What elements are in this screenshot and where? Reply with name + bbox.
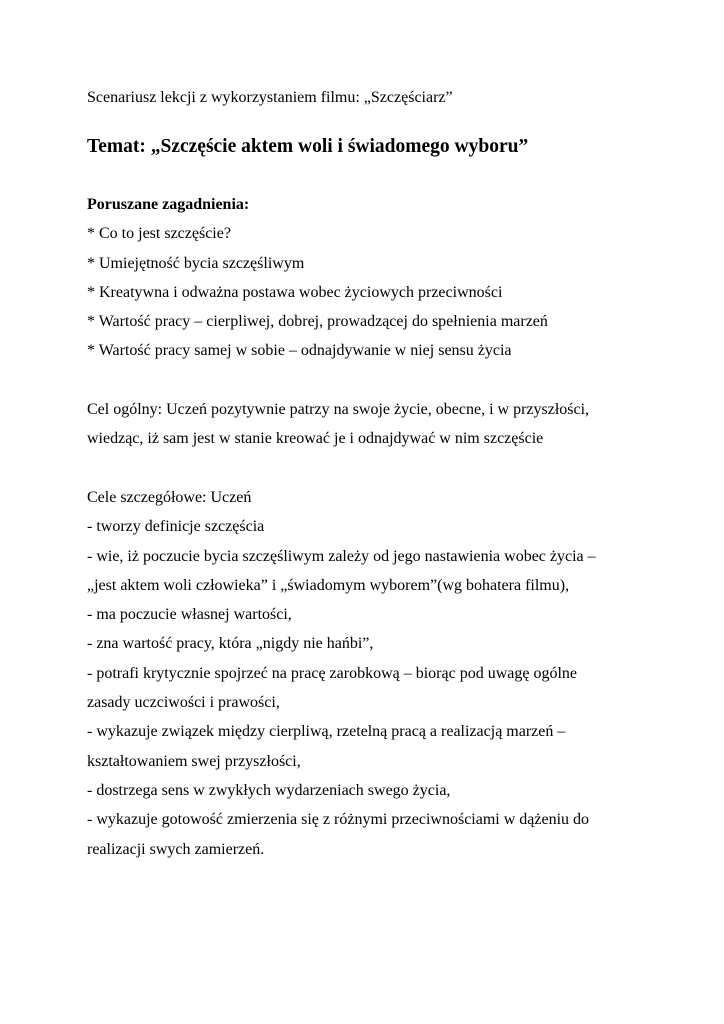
detailed-goal-line: „jest aktem woli człowieka” i „świadomym wyborem”(wg bohatera filmu), [87,576,570,594]
issue-item: * Umiejętność bycia szczęśliwym [87,254,305,272]
detailed-goal-line: - zna wartość pracy, która „nigdy nie hańbi”, [87,635,374,653]
detailed-goal-line: - wykazuje gotowość zmierzenia się z różnymi przeciwnościami w dążeniu do [87,811,590,829]
detailed-goal-line: - dostrzega sens w zwykłych wydarzeniach swego życia, [87,781,451,799]
detailed-goal-line: kształtowaniem swej przyszłości, [87,752,301,770]
general-goal-line: Cel ogólny: Uczeń pozytywnie patrzy na swoje życie, obecne, i w przyszłości, [87,401,590,419]
issue-item: * Wartość pracy – cierpliwej, dobrej, prowadzącej do spełnienia marzeń [87,313,548,331]
detailed-goal-line: - tworzy definicje szczęścia [87,518,265,536]
general-goal-line: wiedząc, iż sam jest w stanie kreować je i odnajdywać w nim szczęście [87,430,544,448]
detailed-goal-line: - ma poczucie własnej wartości, [87,606,292,624]
issue-item: * Co to jest szczęście? [87,225,231,243]
issue-item: * Kreatywna i odważna postawa wobec życiowych przeciwności [87,283,503,301]
issue-item: * Wartość pracy samej w sobie – odnajdywanie w niej sensu życia [87,342,512,360]
issues-heading: Poruszane zagadnienia: [87,196,250,213]
detailed-goals-heading: Cele szczegółowe: Uczeń [87,488,252,506]
paragraph-gap [87,366,687,395]
paragraph-gap [87,454,687,483]
detailed-goal-line: zasady uczciwości i prawości, [87,694,280,712]
detailed-goal-line: - wykazuje związek między cierpliwą, rzetelną pracą a realizacją marzeń – [87,723,566,741]
detailed-goal-line: - potrafi krytycznie spojrzeć na pracę zarobkową – biorąc pod uwagę ogólne [87,664,578,682]
detailed-goal-line: - wie, iż poczucie bycia szczęśliwym zależy od jego nastawienia wobec życia – [87,547,596,565]
lesson-title: Temat: „Szczęście aktem woli i świadomego wyboru” [87,136,529,157]
detailed-goal-line: realizacji swych zamierzeń. [87,840,265,858]
document-page [87,84,687,864]
intro-line: Scenariusz lekcji z wykorzystaniem filmu: „Szczęściarz” [87,89,453,106]
